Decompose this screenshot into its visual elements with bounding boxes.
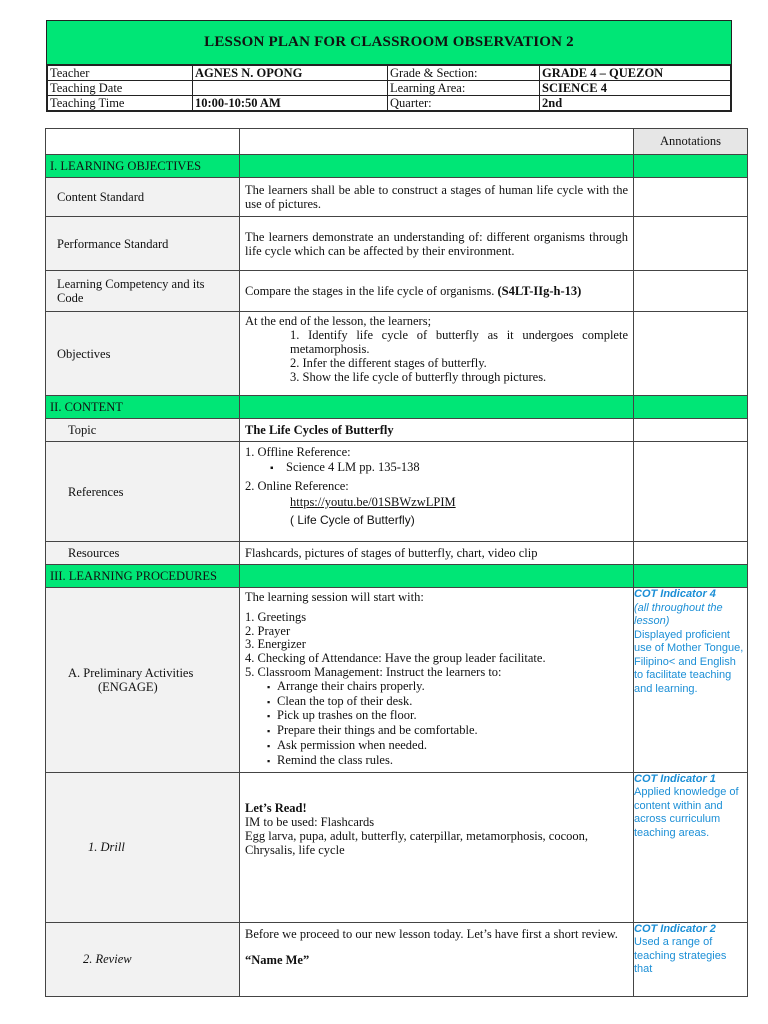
- teaching-time-value: 10:00-10:50 AM: [193, 96, 388, 111]
- preliminary-step: 1. Greetings: [245, 609, 307, 624]
- objectives-content: [240, 312, 633, 387]
- teaching-date-value: [193, 81, 388, 96]
- drill-line: Egg larva, pupa, adult, butterfly, caterpillar, metamorphosis, cocoon, Chrysalis, life cycle: [245, 828, 589, 857]
- competency-code: (S4LT-IIg-h-13): [497, 284, 582, 298]
- references-row: [46, 442, 748, 542]
- content-standard-row: [46, 178, 748, 217]
- learning-area-label: Learning Area:: [388, 81, 540, 96]
- header-info-table: [47, 65, 731, 111]
- bullet-icon: [267, 694, 277, 708]
- teacher-label: Teacher: [48, 66, 193, 81]
- bullet-icon: [267, 708, 277, 722]
- document-title: LESSON PLAN FOR CLASSROOM OBSERVATION 2: [47, 21, 731, 65]
- online-reference-link[interactable]: https://youtu.be/01SBWzwLPIM: [290, 495, 456, 509]
- row-label: 1. Drill: [88, 840, 125, 855]
- bullet-item: ▪ Ask permission when needed.: [267, 739, 628, 754]
- review-row: [46, 922, 748, 996]
- objective-item: 2. Infer the different stages of butterfly.: [290, 356, 487, 370]
- review-text: Before we proceed to our new lesson today. Let’s have first a short review.: [245, 926, 618, 941]
- preliminary-content: [240, 588, 633, 772]
- cot-annotation: [634, 922, 748, 996]
- section-title: II. CONTENT: [46, 396, 240, 419]
- drill-content: [240, 798, 633, 897]
- cot-subtitle: (all throughout the lesson): [634, 601, 723, 627]
- preliminary-activities-row: [46, 588, 748, 773]
- resources-row: [46, 542, 748, 565]
- preliminary-sublabel: (ENGAGE): [98, 679, 158, 694]
- competency-row: [46, 271, 748, 312]
- row-label: Performance Standard: [57, 236, 169, 251]
- lesson-plan-table: [45, 128, 748, 997]
- online-reference-caption: ( Life Cycle of Butterfly): [290, 513, 415, 527]
- bullet-item: ▪ Pick up trashes on the floor.: [267, 709, 628, 724]
- drill-row: [46, 772, 748, 922]
- header-row: [48, 96, 731, 111]
- section-learning-procedures: [46, 565, 748, 588]
- offline-reference-item: [245, 460, 628, 476]
- bullet-item: ▪ Remind the class rules.: [267, 754, 628, 769]
- grade-section-value: GRADE 4 – QUEZON: [540, 66, 731, 81]
- row-label: Learning Competency and its Code: [57, 277, 205, 305]
- review-content: [240, 923, 633, 970]
- review-game-title: “Name Me”: [245, 952, 310, 967]
- row-label: References: [68, 484, 124, 499]
- online-reference-title: 2. Online Reference:: [245, 479, 349, 493]
- bullet-icon: [267, 723, 277, 737]
- offline-reference-title: 1. Offline Reference:: [245, 445, 351, 459]
- objective-item: 1. Identify life cycle of butterfly as it undergoes complete metamorphosis.: [290, 328, 628, 356]
- cot-text: Displayed proficient use of Mother Tongue, Filipino< and English to facilitate teaching and learning.: [634, 628, 744, 695]
- preliminary-step: 5. Classroom Management: Instruct the learners to:: [245, 664, 502, 679]
- bullet-icon: [270, 460, 286, 474]
- preliminary-label: A. Preliminary Activities: [68, 665, 194, 680]
- content-standard-text: The learners shall be able to construct a stages of human life cycle with the use of pictures.: [245, 183, 628, 211]
- header-row: [48, 66, 731, 81]
- row-label: [46, 666, 239, 694]
- references-content: [240, 442, 633, 530]
- cot-text: Applied knowledge of content within and across curriculum teaching areas.: [634, 786, 739, 839]
- bullet-item: ▪ Clean the top of their desk.: [267, 695, 628, 710]
- teaching-time-label: Teaching Time: [48, 96, 193, 111]
- header-box: [46, 20, 732, 112]
- drill-line: IM to be used: Flashcards: [245, 814, 375, 829]
- cot-text: Used a range of teaching strategies that: [634, 936, 727, 976]
- preliminary-step: 4. Checking of Attendance: Have the group leader facilitate.: [245, 651, 546, 666]
- header-row: [48, 81, 731, 96]
- learning-area-value: SCIENCE 4: [540, 81, 731, 96]
- topic-row: [46, 419, 748, 442]
- cot-title: COT Indicator 2: [634, 922, 716, 935]
- section-title: III. LEARNING PROCEDURES: [46, 565, 240, 588]
- preliminary-step: 2. Prayer: [245, 623, 291, 638]
- teaching-date-label: Teaching Date: [48, 81, 193, 96]
- row-label: Content Standard: [57, 190, 145, 204]
- cot-annotation: [634, 588, 748, 773]
- bullet-item: ▪ Prepare their things and be comfortable.: [267, 724, 628, 739]
- objectives-intro: At the end of the lesson, the learners;: [245, 314, 432, 328]
- section-title: I. LEARNING OBJECTIVES: [46, 155, 240, 178]
- competency-text: [240, 281, 633, 301]
- teacher-value: AGNES N. OPONG: [193, 66, 388, 81]
- bullet-item: ▪ Arrange their chairs properly.: [267, 680, 628, 695]
- objectives-row: [46, 312, 748, 396]
- offline-reference-text: Science 4 LM pp. 135-138: [286, 460, 420, 474]
- row-label: Objectives: [57, 346, 111, 361]
- section-learning-objectives: [46, 155, 748, 178]
- row-label: Topic: [68, 423, 97, 437]
- section-content: [46, 396, 748, 419]
- annotations-header-row: [46, 129, 748, 155]
- bullet-icon: [267, 738, 277, 752]
- cot-title: COT Indicator 1: [634, 772, 716, 785]
- performance-standard-text: The learners demonstrate an understanding of: different organisms through life cycle which can be affected by their environment.: [245, 229, 628, 258]
- bullet-icon: [267, 753, 277, 767]
- quarter-label: Quarter:: [388, 96, 540, 111]
- preliminary-step: 3. Energizer: [245, 637, 306, 652]
- preliminary-bullets: [245, 680, 628, 769]
- performance-standard-row: [46, 217, 748, 271]
- bullet-icon: [267, 679, 277, 693]
- topic-text: The Life Cycles of Butterfly: [245, 423, 394, 437]
- objective-item: 3. Show the life cycle of butterfly through pictures.: [290, 370, 547, 384]
- grade-section-label: Grade & Section:: [388, 66, 540, 81]
- competency-statement: Compare the stages in the life cycle of organisms.: [245, 284, 495, 298]
- row-label: 2. Review: [83, 952, 132, 967]
- cot-title: COT Indicator 4: [634, 588, 716, 600]
- annotations-header: Annotations: [634, 129, 748, 155]
- cot-annotation: [634, 772, 748, 922]
- drill-heading: Let’s Read!: [245, 800, 307, 815]
- preliminary-intro: The learning session will start with:: [245, 590, 424, 604]
- resources-text: Flashcards, pictures of stages of butterfly, chart, video clip: [245, 546, 538, 560]
- row-label: Resources: [68, 546, 120, 560]
- quarter-value: 2nd: [540, 96, 731, 111]
